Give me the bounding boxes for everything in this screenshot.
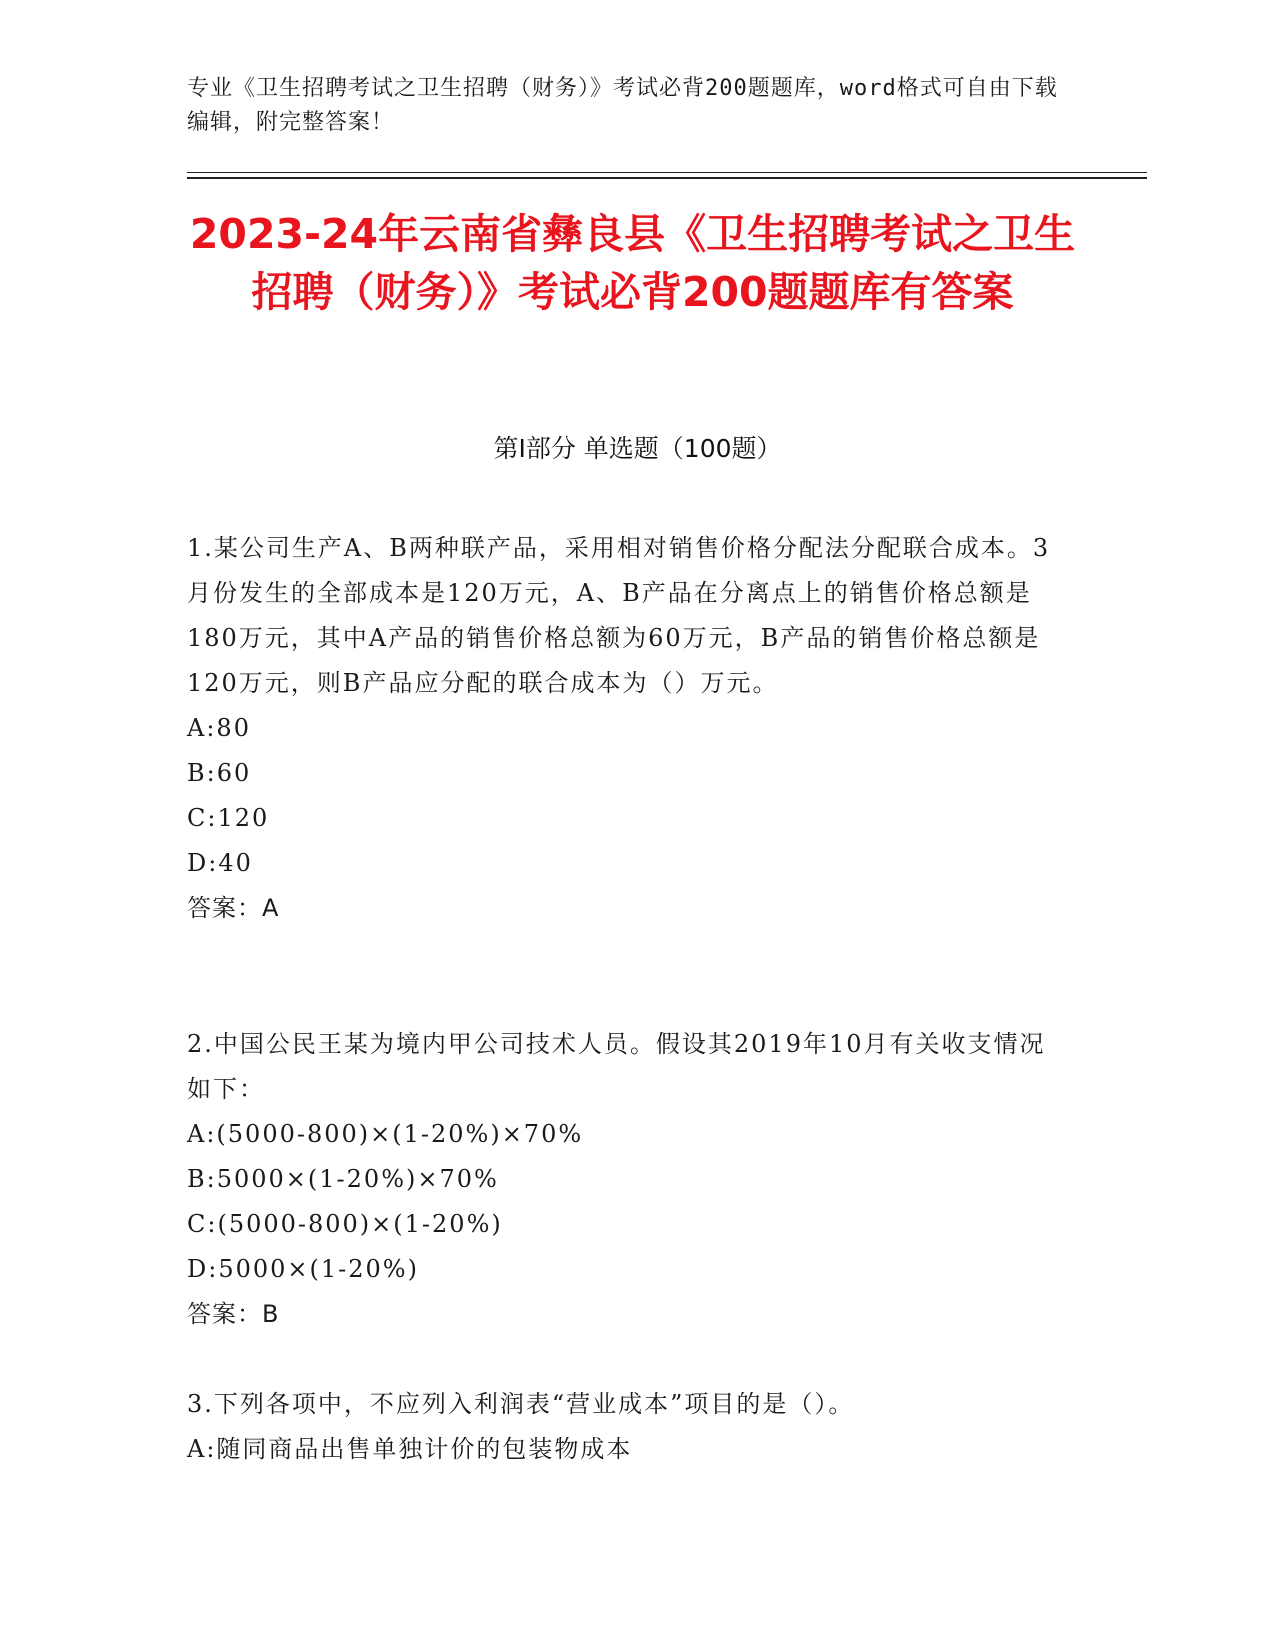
header-note: 专业《卫生招聘考试之卫生招聘（财务）》考试必背200题题库，word格式可自由下载编辑，附完整答案！ [187,76,1058,135]
header-divider-thick [187,177,1147,179]
section-heading: 第I部分 单选题（100题） [493,434,782,463]
option-c: C:(5000-800)×(1-20%) [187,1210,503,1238]
header-divider-thin [187,172,1147,173]
question-2 [187,1022,1067,1337]
question-3 [187,1382,1067,1472]
question-1 [187,526,1067,931]
option-d: D:5000×(1-20%) [187,1255,419,1283]
question-stem: 3.下列各项中，不应列入利润表“营业成本”项目的是（）。 [187,1390,855,1418]
answer-line: 答案：A [187,894,280,922]
option-b: B:60 [187,759,252,787]
answer-line: 答案：B [187,1300,280,1328]
option-a: A:80 [187,714,251,742]
question-stem: 2.中国公民王某为境内甲公司技术人员。假设其2019年10月有关收支情况如下： [187,1030,1046,1103]
option-d: D:40 [187,849,253,877]
question-stem: 1.某公司生产A、B两种联产品，采用相对销售价格分配法分配联合成本。3月份发生的全部成本是120万元，A、B产品在分离点上的销售价格总额是180万元，其中A产品的销售价格总额为60万元，B产品的销售价格总额是120万元，则B产品应分配的联合成本为（）万元。 [187,534,1051,697]
option-b: B:5000×(1-20%)×70% [187,1165,499,1193]
document-title: 2023-24年云南省彝良县《卫生招聘考试之卫生招聘（财务）》考试必背200题题库有答案 [189,210,1076,316]
option-c: C:120 [187,804,270,832]
option-a: A:随同商品出售单独计价的包装物成本 [187,1435,633,1463]
option-a: A:(5000-800)×(1-20%)×70% [187,1120,584,1148]
